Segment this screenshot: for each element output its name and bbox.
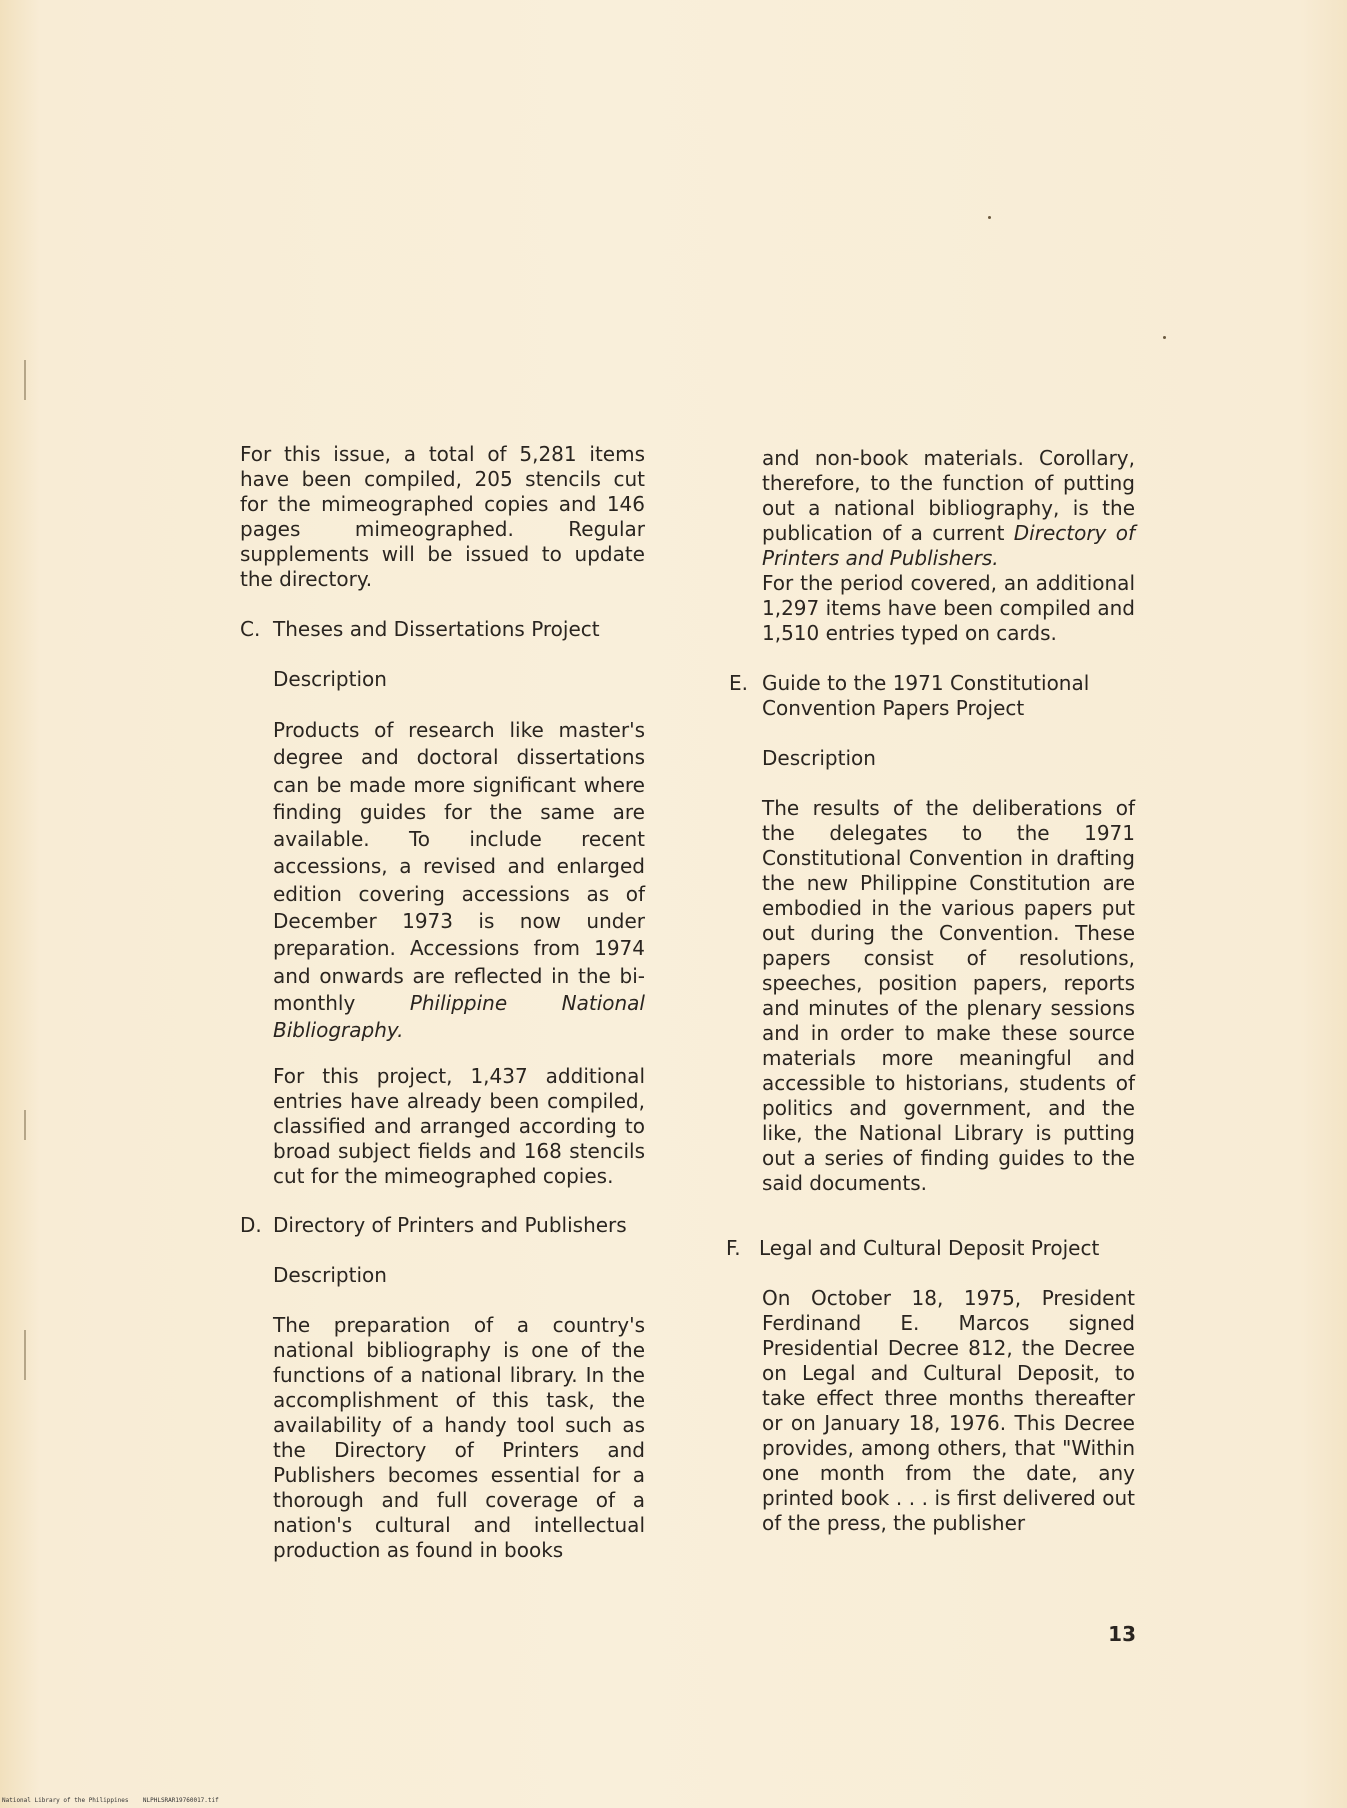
scan-speck: [1163, 336, 1166, 339]
section-d-paragraph-1: The preparation of a country's national bibliography is one of the functions of a national library. In the accomplishment of this task, the availability of a handy tool such as the Directory of Printers and Publishers becomes essential for a thorough and full coverage of a nation's cultural and intellectual production as found in books: [273, 1312, 645, 1562]
section-c-letter: C.: [240, 617, 261, 641]
section-f-heading: [726, 1236, 1135, 1261]
section-c-paragraph-1-text: Products of research like master's degree and doctoral dissertations can be made more significant where finding guides for the same are available. To include recent accessions, a revised and enlarged edition covering accessions as of December 1973 is now under preparation. Accessions from 1974 and onwards are reflected in the bi-monthly: [273, 718, 645, 1015]
section-f-letter: F.: [726, 1236, 741, 1260]
section-d-heading: [240, 1213, 645, 1238]
continuation-italic: Directory of Printers and Publishers.: [762, 521, 1135, 570]
scan-speck: [988, 216, 991, 219]
section-e-heading: [729, 671, 1135, 721]
section-f-paragraph-1: On October 18, 1975, President Ferdinand E. Marcos signed Presidential Decree 812, the Decree on Legal and Cultural Deposit, to take effect three months thereafter or on January 18, 1976. This Decree provides, among others, that "Within one month from the date, any printed book . . . is first delivered out of the press, the publisher: [762, 1286, 1135, 1535]
scan-footer: National Library of the Philippines NLPHLSRAR19760017.tif: [2, 1797, 219, 1804]
section-e-letter: E.: [729, 671, 748, 695]
section-c-paragraph-2: For this project, 1,437 additional entries have already been compiled, classified and arranged according to broad subject fields and 168 stencils cut for the mimeographed copies.: [273, 1063, 645, 1188]
scan-edge-mark: [24, 1330, 26, 1380]
left-column: [240, 442, 645, 1563]
scan-edge-mark: [24, 360, 26, 400]
section-c-title: Theses and Dissertations Project: [273, 617, 600, 641]
section-c-paragraph-1-italic: Philippine National Bibliography.: [273, 990, 645, 1043]
section-d-title: Directory of Printers and Publishers: [273, 1212, 627, 1237]
continuation-paragraph-2: For the period covered, an additional 1,297 items have been compiled and 1,510 entries typed on cards.: [762, 571, 1135, 645]
section-d-letter: D.: [240, 1212, 262, 1237]
section-d-description-label: Description: [273, 1262, 387, 1287]
continuation-text: and non-book materials. Corollary, therefore, to the function of putting out a national bibliography, is the publication of a current: [762, 446, 1135, 545]
section-f-title: Legal and Cultural Deposit Project: [759, 1236, 1100, 1260]
section-c-description-label: Description: [273, 667, 387, 691]
section-e-description-label: Description: [762, 746, 876, 770]
section-e-title: Guide to the 1971 Constitutional Convention Papers Project: [762, 671, 1090, 720]
continuation-paragraph-1: [762, 446, 1135, 571]
section-c-paragraph-1: [240, 717, 645, 1045]
page-number: 13: [1108, 1622, 1136, 1646]
right-column: [726, 446, 1135, 1536]
intro-paragraph: For this issue, a total of 5,281 items have been compiled, 205 stencils cut for the mimeographed copies and 146 pages mimeographed. Regular supplements will be issued to update the directory.: [240, 442, 645, 591]
scan-edge-mark: [24, 1110, 26, 1140]
section-c-heading: [240, 617, 645, 642]
section-e-paragraph-1: The results of the deliberations of the delegates to the 1971 Constitutional Convention in drafting the new Philippine Constitution are embodied in the various papers put out during the Convention. These papers consist of resolutions, speeches, position papers, reports and minutes of the plenary sessions and in order to make these source materials more meaningful and accessible to historians, students of politics and government, and the like, the National Library is putting out a series of finding guides to the said documents.: [762, 796, 1135, 1195]
